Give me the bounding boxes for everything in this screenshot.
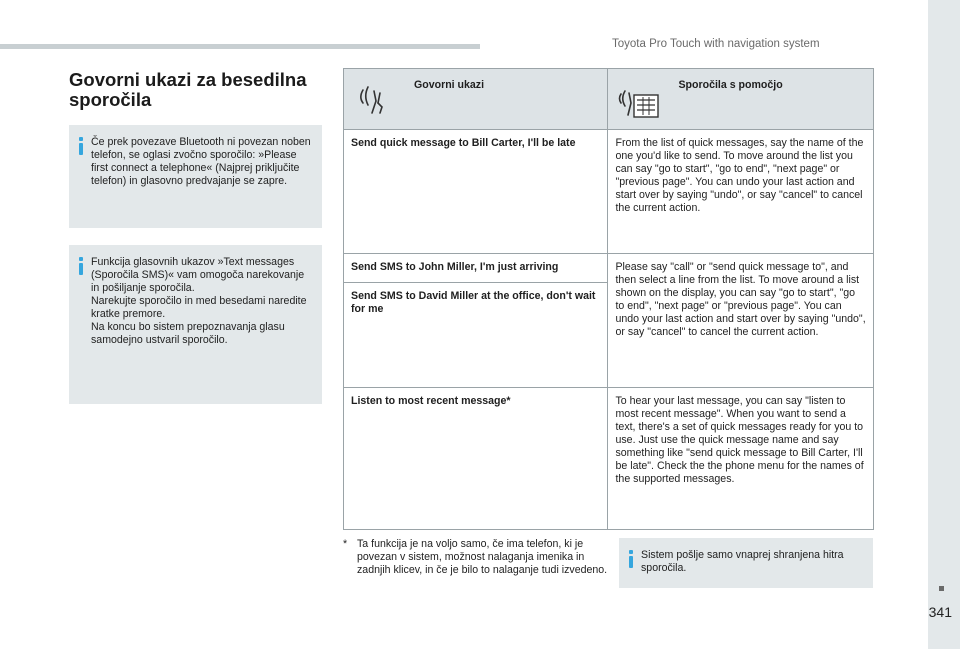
help-cell: From the list of quick messages, say the name of the one you'd like to send. To move around the list you can say "go to start", "go to end", "next page" or "previous page". You can undo your last action and start over by saying "undo", or say "cancel" to cancel the current action. <box>608 130 874 254</box>
info-text: Sistem pošlje samo vnaprej shranjena hitra sporočila. <box>641 549 844 574</box>
header-voice-commands <box>344 69 608 130</box>
section-marker <box>939 586 944 591</box>
header-rule <box>0 44 480 49</box>
info-text: Če prek povezave Bluetooth ni povezan noben telefon, se oglasi zvočno sporočilo: »Please first connect a telephone« (Najprej priključite telefon) in glasovno predvajanje se zapre. <box>91 136 311 187</box>
info-box-text-messages <box>69 245 322 404</box>
command-cell: Send SMS to John Miller, I'm just arriving <box>344 254 608 283</box>
info-icon <box>79 137 83 155</box>
section-title: Govorni ukazi za besedilna sporočila <box>69 69 307 110</box>
table-row <box>344 388 874 530</box>
command-cell: Send SMS to David Miller at the office, don't wait for me <box>344 283 608 388</box>
help-cell: Please say "call" or "send quick message to", and then select a line from the list. To move around a list shown on the display, you can say "go to start", "go to end", "next page" or "previous page". You can undo your last action and start over by saying "undo", or say "cancel" to cancel the current action. <box>608 254 874 388</box>
header-help-messages <box>608 69 874 130</box>
info-icon <box>629 550 633 568</box>
info-box-bluetooth <box>69 125 322 228</box>
command-cell: Send quick message to Bill Carter, I'll be late <box>344 130 608 254</box>
page-edge-strip <box>928 0 960 649</box>
header-label: Govorni ukazi <box>414 79 485 91</box>
info-box-quick-messages <box>619 538 873 588</box>
help-cell: To hear your last message, you can say "listen to most recent message". When you want to send a text, there's a set of quick messages ready for you to use. Just use the quick message name and say something like "send quick message to Bill Carter, I'll be late". Check the the phone menu for the names of the supported messages. <box>608 388 874 530</box>
table-header-row <box>344 69 874 130</box>
info-text: Funkcija glasovnih ukazov »Text messages (Sporočila SMS)« vam omogoča narekovanje in pošiljanje sporočila. Narekujte sporočilo in med besedami naredite kratke premore. Na koncu bo sistem prepoznavanja glasu samodejno ustvaril sporočilo. <box>91 256 307 346</box>
info-icon <box>79 257 83 275</box>
table-row <box>344 254 874 283</box>
voice-command-table <box>343 68 874 530</box>
command-cell: Listen to most recent message* <box>344 388 608 530</box>
voice-command-icon <box>354 83 390 119</box>
footnote-marker: * <box>343 538 348 550</box>
header-title: Toyota Pro Touch with navigation system <box>612 38 820 50</box>
voice-help-screen-icon <box>618 83 662 121</box>
footnote-text: Ta funkcija je na voljo samo, če ima telefon, ki je povezan v sistem, možnost nalaganja imenika in zadnjih klicev, in če je bilo to nalaganje tudi izvedeno. <box>357 538 608 576</box>
table-row <box>344 130 874 254</box>
page-number: 341 <box>928 604 952 620</box>
header-label: Sporočila s pomočjo <box>678 79 783 91</box>
